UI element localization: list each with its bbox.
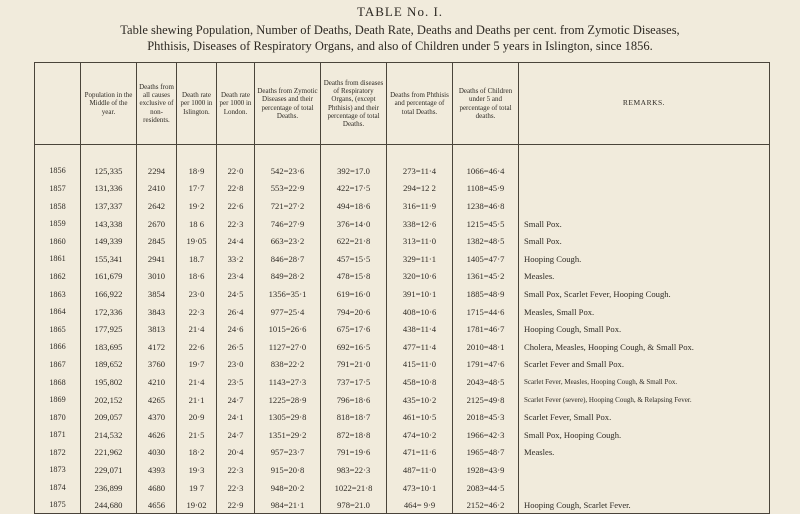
phthisis-cell: 273=11·4 xyxy=(387,162,453,180)
population-cell: 143,338 xyxy=(81,215,137,233)
rate-london-cell: 22·3 xyxy=(217,479,255,497)
remarks-cell: Scarlet Fever, Measles, Hooping Cough, & Small Pox. xyxy=(519,373,770,391)
rate-islington-cell: 19·05 xyxy=(177,232,217,250)
rate-islington-cell: 19·3 xyxy=(177,461,217,479)
remarks-cell xyxy=(519,197,770,215)
rate-islington-cell: 18·2 xyxy=(177,444,217,462)
phthisis-cell: 313=11·0 xyxy=(387,232,453,250)
population-cell: 229,071 xyxy=(81,461,137,479)
deaths-cell: 2941 xyxy=(137,250,177,268)
rate-london-cell: 23·5 xyxy=(217,373,255,391)
year-cell: 1865 xyxy=(35,320,81,338)
zymotic-cell: 542=23·6 xyxy=(255,162,321,180)
remarks-cell: Small Pox. xyxy=(519,215,770,233)
table-title: TABLE No. I. xyxy=(356,4,444,19)
table-row xyxy=(35,461,770,479)
zymotic-cell: 553=22·9 xyxy=(255,180,321,198)
children-cell: 1215=45·5 xyxy=(453,215,519,233)
respiratory-cell: 796=18·6 xyxy=(321,391,387,409)
deaths-cell: 2410 xyxy=(137,180,177,198)
phthisis-cell: 487=11·0 xyxy=(387,461,453,479)
respiratory-cell: 619=16·0 xyxy=(321,285,387,303)
respiratory-cell: 794=20·6 xyxy=(321,303,387,321)
phthisis-cell: 329=11·1 xyxy=(387,250,453,268)
respiratory-cell: 494=18·6 xyxy=(321,197,387,215)
deaths-cell: 4680 xyxy=(137,479,177,497)
rate-london-cell: 20·4 xyxy=(217,444,255,462)
rate-islington-cell: 19·7 xyxy=(177,356,217,374)
zymotic-cell: 948=20·2 xyxy=(255,479,321,497)
column-header-remarks: REMARKS. xyxy=(519,63,770,145)
rate-london-cell: 22·8 xyxy=(217,180,255,198)
table-row xyxy=(35,180,770,198)
table-row xyxy=(35,303,770,321)
column-header-zymotic: Deaths from Zymotic Diseases and their percentage of total Deaths. xyxy=(255,63,321,145)
rate-islington-cell: 19·2 xyxy=(177,197,217,215)
phthisis-cell: 474=10·2 xyxy=(387,426,453,444)
table-row xyxy=(35,391,770,409)
phthisis-cell: 438=11·4 xyxy=(387,320,453,338)
rate-london-cell: 23·0 xyxy=(217,356,255,374)
deaths-cell: 3010 xyxy=(137,268,177,286)
population-cell: 166,922 xyxy=(81,285,137,303)
table-row xyxy=(35,215,770,233)
remarks-cell: Small Pox, Scarlet Fever, Hooping Cough. xyxy=(519,285,770,303)
children-cell: 1885=48·9 xyxy=(453,285,519,303)
rate-islington-cell: 21·5 xyxy=(177,426,217,444)
remarks-cell: Hooping Cough, Small Pox. xyxy=(519,320,770,338)
rate-islington-cell: 17·7 xyxy=(177,180,217,198)
zymotic-cell: 663=23·2 xyxy=(255,232,321,250)
deaths-cell: 4265 xyxy=(137,391,177,409)
subtitle-line-2: Phthisis, Diseases of Respiratory Organs, and also of Children under 5 years in Islington, since 1856. xyxy=(147,39,653,53)
respiratory-cell: 457=15·5 xyxy=(321,250,387,268)
rate-islington-cell: 20·9 xyxy=(177,408,217,426)
rate-islington-cell: 19·02 xyxy=(177,496,217,514)
population-cell: 214,532 xyxy=(81,426,137,444)
phthisis-cell: 294=12 2 xyxy=(387,180,453,198)
children-cell: 1405=47·7 xyxy=(453,250,519,268)
spacer-row xyxy=(35,145,770,163)
rate-islington-cell: 18·6 xyxy=(177,268,217,286)
column-header-children: Deaths of Children under 5 and percentage of total deaths. xyxy=(453,63,519,145)
zymotic-cell: 984=21·1 xyxy=(255,496,321,514)
remarks-cell: Scarlet Fever (severe), Hooping Cough, & Relapsing Fever. xyxy=(519,391,770,409)
children-cell: 2125=49·8 xyxy=(453,391,519,409)
remarks-cell xyxy=(519,479,770,497)
zymotic-cell: 1127=27·0 xyxy=(255,338,321,356)
year-cell: 1857 xyxy=(35,180,81,198)
phthisis-cell: 320=10·6 xyxy=(387,268,453,286)
respiratory-cell: 675=17·6 xyxy=(321,320,387,338)
year-cell: 1866 xyxy=(35,338,81,356)
zymotic-cell: 1305=29·8 xyxy=(255,408,321,426)
remarks-cell: Small Pox. xyxy=(519,232,770,250)
table-row xyxy=(35,162,770,180)
respiratory-cell: 392=17.0 xyxy=(321,162,387,180)
phthisis-cell: 338=12·6 xyxy=(387,215,453,233)
children-cell: 1238=46·8 xyxy=(453,197,519,215)
children-cell: 2010=48·1 xyxy=(453,338,519,356)
population-cell: 244,680 xyxy=(81,496,137,514)
population-cell: 137,337 xyxy=(81,197,137,215)
table-row xyxy=(35,338,770,356)
year-cell: 1864 xyxy=(35,303,81,321)
year-cell: 1872 xyxy=(35,444,81,462)
respiratory-cell: 818=18·7 xyxy=(321,408,387,426)
children-cell: 1966=42·3 xyxy=(453,426,519,444)
rate-london-cell: 24·7 xyxy=(217,426,255,444)
year-cell: 1874 xyxy=(35,479,81,497)
deaths-cell: 2294 xyxy=(137,162,177,180)
table-row xyxy=(35,408,770,426)
rate-london-cell: 24·1 xyxy=(217,408,255,426)
table-row xyxy=(35,356,770,374)
deaths-cell: 2642 xyxy=(137,197,177,215)
children-cell: 1066=46·4 xyxy=(453,162,519,180)
rate-islington-cell: 21·4 xyxy=(177,320,217,338)
deaths-cell: 3760 xyxy=(137,356,177,374)
zymotic-cell: 838=22·2 xyxy=(255,356,321,374)
phthisis-cell: 408=10·6 xyxy=(387,303,453,321)
population-cell: 161,679 xyxy=(81,268,137,286)
deaths-cell: 2670 xyxy=(137,215,177,233)
rate-london-cell: 24·5 xyxy=(217,285,255,303)
table-row xyxy=(35,268,770,286)
column-header-year xyxy=(35,63,81,145)
zymotic-cell: 1225=28·9 xyxy=(255,391,321,409)
remarks-cell: Measles. xyxy=(519,268,770,286)
year-cell: 1870 xyxy=(35,408,81,426)
phthisis-cell: 461=10·5 xyxy=(387,408,453,426)
table-row xyxy=(35,496,770,514)
zymotic-cell: 957=23·7 xyxy=(255,444,321,462)
year-cell: 1867 xyxy=(35,356,81,374)
rate-london-cell: 33·2 xyxy=(217,250,255,268)
table-row xyxy=(35,320,770,338)
table-row xyxy=(35,373,770,391)
rate-islington-cell: 18·9 xyxy=(177,162,217,180)
remarks-cell: Scarlet Fever, Small Pox. xyxy=(519,408,770,426)
population-cell: 189,652 xyxy=(81,356,137,374)
column-header-phthisis: Deaths from Phthisis and percentage of total Deaths. xyxy=(387,63,453,145)
deaths-cell: 4370 xyxy=(137,408,177,426)
year-cell: 1856 xyxy=(35,162,81,180)
respiratory-cell: 872=18·8 xyxy=(321,426,387,444)
remarks-cell xyxy=(519,162,770,180)
zymotic-cell: 1015=26·6 xyxy=(255,320,321,338)
remarks-cell: Hooping Cough. xyxy=(519,250,770,268)
zymotic-cell: 977=25·4 xyxy=(255,303,321,321)
rate-islington-cell: 23·0 xyxy=(177,285,217,303)
rate-london-cell: 24·4 xyxy=(217,232,255,250)
rate-london-cell: 23·4 xyxy=(217,268,255,286)
year-cell: 1869 xyxy=(35,391,81,409)
population-cell: 183,695 xyxy=(81,338,137,356)
deaths-cell: 4210 xyxy=(137,373,177,391)
table-row xyxy=(35,232,770,250)
column-header-population: Population in the Middle of the year. xyxy=(81,63,137,145)
respiratory-cell: 478=15·8 xyxy=(321,268,387,286)
deaths-cell: 4656 xyxy=(137,496,177,514)
population-cell: 195,802 xyxy=(81,373,137,391)
deaths-cell: 3854 xyxy=(137,285,177,303)
table-row xyxy=(35,479,770,497)
children-cell: 1382=48·5 xyxy=(453,232,519,250)
year-cell: 1860 xyxy=(35,232,81,250)
respiratory-cell: 983=22·3 xyxy=(321,461,387,479)
year-cell: 1873 xyxy=(35,461,81,479)
year-cell: 1875 xyxy=(35,496,81,514)
zymotic-cell: 849=28·2 xyxy=(255,268,321,286)
year-cell: 1861 xyxy=(35,250,81,268)
deaths-cell: 2845 xyxy=(137,232,177,250)
respiratory-cell: 791=21·0 xyxy=(321,356,387,374)
children-cell: 1715=44·6 xyxy=(453,303,519,321)
rate-london-cell: 22·9 xyxy=(217,496,255,514)
remarks-cell: Scarlet Fever and Small Pox. xyxy=(519,356,770,374)
population-cell: 221,962 xyxy=(81,444,137,462)
children-cell: 2083=44·5 xyxy=(453,479,519,497)
remarks-cell: Hooping Cough, Scarlet Fever. xyxy=(519,496,770,514)
population-cell: 236,899 xyxy=(81,479,137,497)
population-cell: 131,336 xyxy=(81,180,137,198)
header-row xyxy=(35,63,770,145)
remarks-cell xyxy=(519,461,770,479)
rate-islington-cell: 19 7 xyxy=(177,479,217,497)
table-row xyxy=(35,444,770,462)
population-cell: 202,152 xyxy=(81,391,137,409)
phthisis-cell: 458=10·8 xyxy=(387,373,453,391)
zymotic-cell: 1356=35·1 xyxy=(255,285,321,303)
zymotic-cell: 846=28·7 xyxy=(255,250,321,268)
rate-london-cell: 24·6 xyxy=(217,320,255,338)
children-cell: 1108=45·9 xyxy=(453,180,519,198)
year-cell: 1871 xyxy=(35,426,81,444)
zymotic-cell: 1143=27·3 xyxy=(255,373,321,391)
phthisis-cell: 391=10·1 xyxy=(387,285,453,303)
deaths-cell: 3813 xyxy=(137,320,177,338)
year-cell: 1858 xyxy=(35,197,81,215)
remarks-cell: Measles, Small Pox. xyxy=(519,303,770,321)
respiratory-cell: 622=21·8 xyxy=(321,232,387,250)
respiratory-cell: 692=16·5 xyxy=(321,338,387,356)
deaths-cell: 4393 xyxy=(137,461,177,479)
year-cell: 1863 xyxy=(35,285,81,303)
statistics-table xyxy=(34,62,770,514)
phthisis-cell: 415=11·0 xyxy=(387,356,453,374)
children-cell: 2018=45·3 xyxy=(453,408,519,426)
rate-london-cell: 24·7 xyxy=(217,391,255,409)
table-subtitle xyxy=(20,22,780,54)
rate-london-cell: 26·4 xyxy=(217,303,255,321)
year-cell: 1868 xyxy=(35,373,81,391)
zymotic-cell: 746=27·9 xyxy=(255,215,321,233)
children-cell: 1361=45·2 xyxy=(453,268,519,286)
respiratory-cell: 791=19·6 xyxy=(321,444,387,462)
table-row xyxy=(35,426,770,444)
rate-london-cell: 22·6 xyxy=(217,197,255,215)
rate-london-cell: 22·3 xyxy=(217,461,255,479)
remarks-cell: Cholera, Measles, Hooping Cough, & Small Pox. xyxy=(519,338,770,356)
population-cell: 155,341 xyxy=(81,250,137,268)
children-cell: 2043=48·5 xyxy=(453,373,519,391)
respiratory-cell: 1022=21·8 xyxy=(321,479,387,497)
respiratory-cell: 978=21.0 xyxy=(321,496,387,514)
table-body xyxy=(35,145,770,514)
table-row xyxy=(35,250,770,268)
zymotic-cell: 1351=29·2 xyxy=(255,426,321,444)
table-row xyxy=(35,197,770,215)
deaths-cell: 4626 xyxy=(137,426,177,444)
rate-islington-cell: 22·3 xyxy=(177,303,217,321)
remarks-cell: Measles. xyxy=(519,444,770,462)
children-cell: 1928=43·9 xyxy=(453,461,519,479)
phthisis-cell: 464= 9·9 xyxy=(387,496,453,514)
respiratory-cell: 737=17·5 xyxy=(321,373,387,391)
rate-london-cell: 22·3 xyxy=(217,215,255,233)
column-header-rate-london: Death rate per 1000 in London. xyxy=(217,63,255,145)
children-cell: 1781=46·7 xyxy=(453,320,519,338)
phthisis-cell: 435=10·2 xyxy=(387,391,453,409)
rate-islington-cell: 22·6 xyxy=(177,338,217,356)
population-cell: 172,336 xyxy=(81,303,137,321)
population-cell: 125,335 xyxy=(81,162,137,180)
rate-islington-cell: 18 6 xyxy=(177,215,217,233)
population-cell: 177,925 xyxy=(81,320,137,338)
rate-islington-cell: 21·4 xyxy=(177,373,217,391)
column-header-respiratory: Deaths from diseases of Respiratory Organs, (except Phthisis) and their percentage of total Deaths. xyxy=(321,63,387,145)
year-cell: 1859 xyxy=(35,215,81,233)
deaths-cell: 3843 xyxy=(137,303,177,321)
zymotic-cell: 721=27·2 xyxy=(255,197,321,215)
phthisis-cell: 471=11·6 xyxy=(387,444,453,462)
deaths-cell: 4030 xyxy=(137,444,177,462)
rate-islington-cell: 18.7 xyxy=(177,250,217,268)
phthisis-cell: 477=11·4 xyxy=(387,338,453,356)
population-cell: 209,057 xyxy=(81,408,137,426)
table-row xyxy=(35,285,770,303)
children-cell: 1791=47·6 xyxy=(453,356,519,374)
year-cell: 1862 xyxy=(35,268,81,286)
subtitle-line-1: Table shewing Population, Number of Deaths, Death Rate, Deaths and Deaths per cent. from Zymotic Diseases, xyxy=(120,23,680,37)
zymotic-cell: 915=20·8 xyxy=(255,461,321,479)
remarks-cell: Small Pox, Hooping Cough. xyxy=(519,426,770,444)
respiratory-cell: 422=17·5 xyxy=(321,180,387,198)
column-header-deaths: Deaths from all causes exclusive of non-residents. xyxy=(137,63,177,145)
population-cell: 149,339 xyxy=(81,232,137,250)
rate-london-cell: 22·0 xyxy=(217,162,255,180)
remarks-cell xyxy=(519,180,770,198)
column-header-rate-islington: Death rate per 1000 in Islington. xyxy=(177,63,217,145)
phthisis-cell: 316=11·9 xyxy=(387,197,453,215)
rate-london-cell: 26·5 xyxy=(217,338,255,356)
children-cell: 2152=46·2 xyxy=(453,496,519,514)
rate-islington-cell: 21·1 xyxy=(177,391,217,409)
phthisis-cell: 473=10·1 xyxy=(387,479,453,497)
children-cell: 1965=48·7 xyxy=(453,444,519,462)
respiratory-cell: 376=14·0 xyxy=(321,215,387,233)
deaths-cell: 4172 xyxy=(137,338,177,356)
